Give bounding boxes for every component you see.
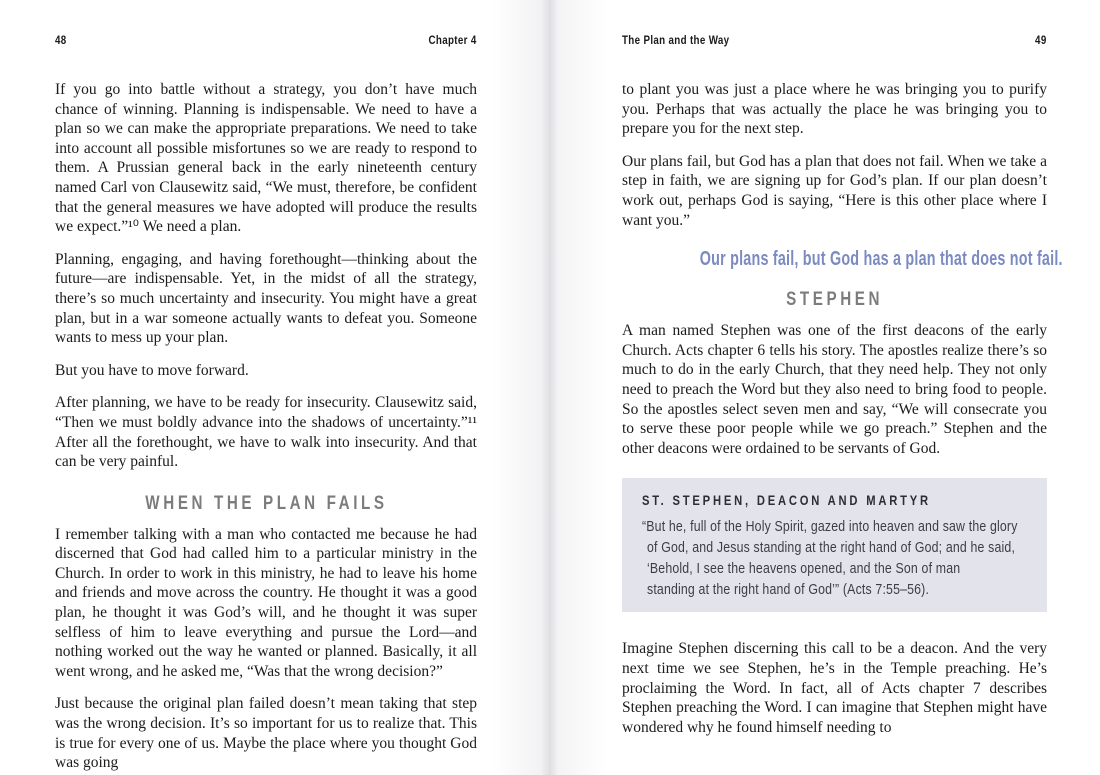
pull-quote (622, 247, 1063, 271)
right-page-running-header (622, 35, 1047, 49)
right-page-number: 49 (1035, 35, 1047, 47)
book-gutter-shadow (492, 0, 608, 775)
section-heading-when-the-plan-fails (55, 493, 477, 515)
callout-quote-line-text: “But he, full of the Holy Spirit, gazed into heaven and saw the glory (642, 519, 1018, 536)
right-page (622, 35, 1063, 737)
body-paragraph: Our plans fail, but God has a plan that does not fail. When we take a step in faith, we are signing up for God’s plan. If our plan doesn’t work out, perhaps God is saying, “Here is this other place where I want you.” (622, 152, 1047, 229)
left-page-running-header (55, 35, 477, 49)
body-paragraph: A man named Stephen was one of the first deacons of the early Church. Acts chapter 6 tells his story. The apostles realize there’s so much to do in the early Church, that they need help. They not only need to preach the Word but they also need to bring food to people. So the apostles select seven men and say, “We will consecrate you to serve these poor people while we go preach.” Stephen and the other deacons were ordained to be servants of God. (622, 322, 1047, 457)
callout-quote-line-text: standing at the right hand of God’” (Acts 7:55–56). (647, 582, 930, 599)
body-paragraph: Just because the original plan failed doesn’t mean taking that step was the wrong decision. It’s so important for us to realize that. This is true for every one of us. Maybe the place where you thought God was going (55, 695, 477, 772)
callout-quote-line (642, 517, 1027, 538)
section-heading-stephen (622, 289, 1047, 311)
body-paragraph: After planning, we have to be ready for insecurity. Clausewitz said, “Then we must boldly advance into the shadows of uncertainty.”¹¹ After all the forethought, we have to walk into insecurity. And that can be very painful. (55, 394, 477, 471)
body-paragraph: If you go into battle without a strategy, you don’t have much chance of winning. Planning is indispensable. We need to have a plan so we can make the appropriate preparations. We need to take into account all possible misfortunes so we are ready to respond to them. A Prussian general back in the early nineteenth century named Carl von Clausewitz said, “We must, therefore, be confident that the general measures we have adopted will produce the results we expect.”¹⁰ We need a plan. (55, 81, 477, 236)
left-page (55, 35, 477, 773)
callout-title (642, 492, 1027, 508)
body-paragraph: I remember talking with a man who contacted me because he had discerned that God had called him to a particular ministry in the Church. In order to work in this ministry, he had to leave his home and friends and move across the country. He thought it was a good plan, he thought it was God’s will, and he thought it was super selfless of him to leave everything and pursue the Lord—and nothing worked out the way he wanted or planned. Basically, it all went wrong, and he asked me, “Was that the wrong decision?” (55, 525, 477, 680)
pull-quote-text: Our plans fail, but God has a plan that does not fail. (699, 247, 1063, 271)
body-paragraph: Planning, engaging, and having forethought—thinking about the future—are indispensable. Yet, in the midst of all the strategy, there’s so much uncertainty and insecurity. You might have a great plan, but in a war someone actually wants to defeat you. Someone wants to mess up your plan. (55, 250, 477, 347)
body-paragraph: Imagine Stephen discerning this call to be a deacon. And the very next time we see Stephen, he’s in the Temple preaching. He’s proclaiming the Word. In fact, all of Acts chapter 7 describes Stephen preaching the Word. I can imagine that Stephen might have wondered why he found himself needing to (622, 640, 1047, 736)
callout-box-st-stephen (622, 478, 1047, 612)
callout-quote-line (647, 580, 1027, 601)
section-heading-text: STEPHEN (786, 289, 883, 311)
callout-quote-line (647, 538, 1027, 559)
book-running-title: The Plan and the Way (622, 35, 730, 47)
section-heading-text: WHEN THE PLAN FAILS (144, 492, 388, 514)
body-paragraph: to plant you was just a place where he was bringing you to purify you. Perhaps that was actually the place he was bringing you to prepare you for the next step. (622, 81, 1047, 138)
callout-quote-line-text: ‘Behold, I see the heavens opened, and the Son of man (647, 561, 961, 578)
body-paragraph: But you have to move forward. (55, 361, 249, 379)
callout-title-text: ST. STEPHEN, DEACON AND MARTYR (642, 492, 931, 509)
callout-quote-line (647, 559, 1027, 580)
callout-quote (642, 517, 1027, 601)
left-page-number: 48 (55, 35, 67, 47)
chapter-running-title: Chapter 4 (428, 35, 477, 47)
callout-quote-line-text: of God, and Jesus standing at the right hand of God; and he said, (647, 540, 1016, 557)
